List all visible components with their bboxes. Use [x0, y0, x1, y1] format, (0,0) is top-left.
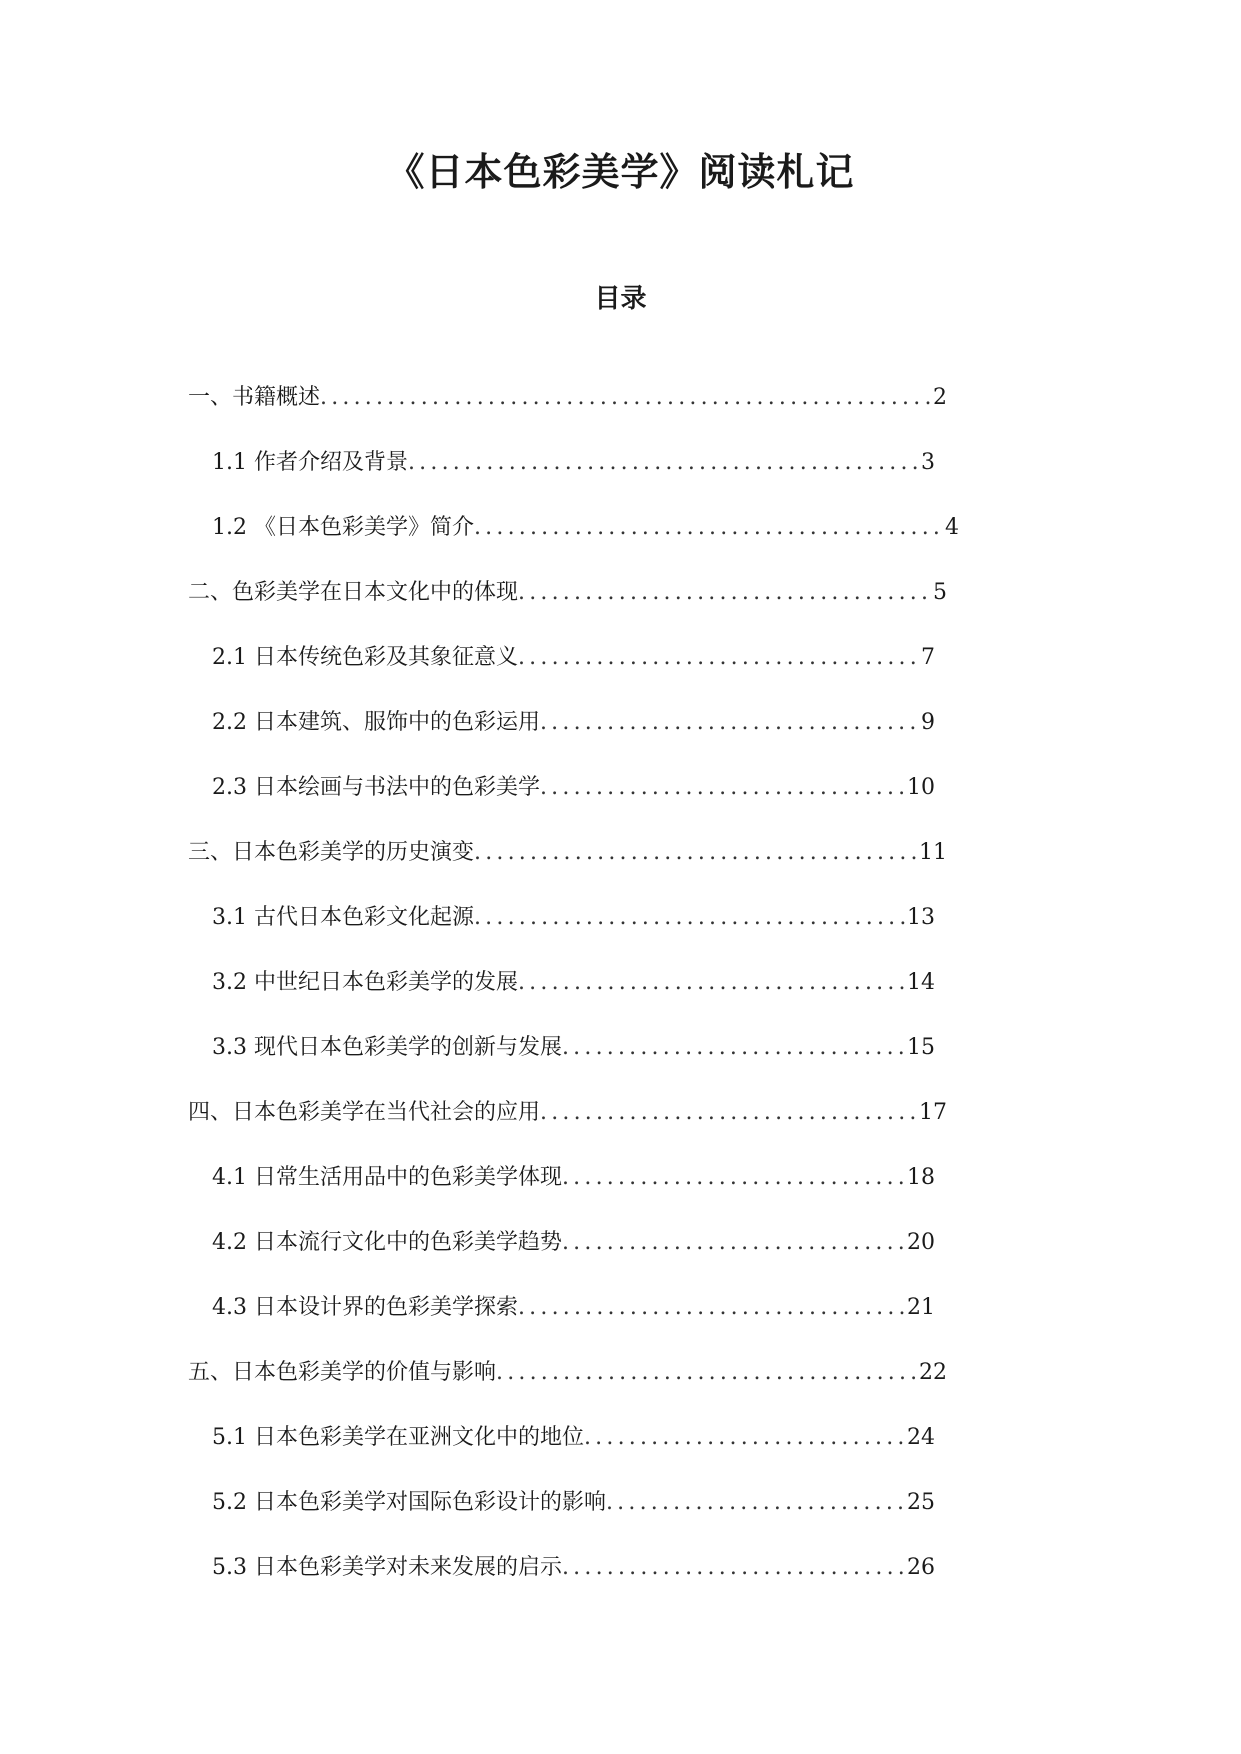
toc-entry-label: 5.1 日本色彩美学在亚洲文化中的地位 — [212, 1425, 584, 1450]
toc-entry[interactable] — [212, 1163, 935, 1228]
toc-entry-label: 3.3 现代日本色彩美学的创新与发展 — [212, 1035, 562, 1060]
toc-entry[interactable] — [212, 903, 935, 968]
toc-entry-label: 四、日本色彩美学在当代社会的应用 — [188, 1100, 541, 1125]
toc-entry-page: 17 — [919, 1100, 947, 1125]
toc-entry[interactable] — [212, 1488, 935, 1553]
toc-entry-page: 7 — [921, 645, 935, 670]
toc-entry[interactable] — [212, 1033, 935, 1098]
toc-entry-page: 3 — [921, 450, 935, 475]
toc-dot-leader — [606, 1488, 905, 1518]
toc-dot-leader — [562, 1553, 905, 1583]
toc-dot-leader — [562, 1163, 905, 1193]
toc-entry-page: 22 — [919, 1360, 947, 1385]
toc-entry-page: 4 — [945, 515, 959, 540]
toc-entry-label: 3.2 中世纪日本色彩美学的发展 — [212, 970, 518, 995]
toc-entry-page: 9 — [921, 710, 935, 735]
toc-dot-leader — [540, 773, 905, 803]
toc-dot-leader — [562, 1228, 905, 1258]
toc-entry-page: 24 — [907, 1425, 935, 1450]
toc-entry-label: 3.1 古代日本色彩文化起源 — [212, 905, 474, 930]
toc-dot-leader — [584, 1423, 905, 1453]
toc-entry[interactable] — [212, 513, 959, 578]
toc-entry[interactable] — [212, 1423, 935, 1488]
toc-entry-page: 20 — [907, 1230, 935, 1255]
toc-entry[interactable] — [212, 968, 935, 1033]
toc-dot-leader — [474, 513, 943, 543]
toc-entry-page: 26 — [907, 1555, 935, 1580]
toc-entry-page: 15 — [907, 1035, 935, 1060]
toc-entry[interactable] — [188, 578, 947, 643]
toc-entry[interactable] — [188, 1358, 947, 1423]
toc-entry[interactable] — [212, 1293, 935, 1358]
toc-entry-label: 4.3 日本设计界的色彩美学探索 — [212, 1295, 518, 1320]
toc-entry[interactable] — [188, 838, 947, 903]
toc-entry-page: 5 — [933, 580, 947, 605]
toc-entry-page: 13 — [907, 905, 935, 930]
toc-dot-leader — [540, 1098, 917, 1128]
toc-entry-page: 10 — [907, 775, 935, 800]
toc-entry-page: 18 — [907, 1165, 935, 1190]
toc-entry-label: 一、书籍概述 — [188, 385, 321, 410]
toc-dot-leader — [408, 448, 919, 478]
toc-entry-label: 五、日本色彩美学的价值与影响 — [188, 1360, 497, 1385]
toc-entry[interactable] — [188, 1098, 947, 1163]
toc-entry-page: 11 — [919, 840, 947, 865]
toc-entry[interactable] — [212, 643, 935, 708]
toc-dot-leader — [518, 643, 919, 673]
toc-entry-label: 二、色彩美学在日本文化中的体现 — [188, 580, 519, 605]
toc-entry-page: 2 — [933, 385, 947, 410]
toc-entry-label: 1.1 作者介绍及背景 — [212, 450, 408, 475]
toc-entry[interactable] — [212, 448, 935, 513]
toc-dot-leader — [518, 1293, 905, 1323]
toc-dot-leader — [496, 1358, 917, 1388]
toc-entry-label: 2.1 日本传统色彩及其象征意义 — [212, 645, 518, 670]
toc-entry-label: 5.3 日本色彩美学对未来发展的启示 — [212, 1555, 562, 1580]
toc-entry-page: 14 — [907, 970, 935, 995]
toc-entry[interactable] — [188, 383, 947, 448]
toc-entry-label: 5.2 日本色彩美学对国际色彩设计的影响 — [212, 1490, 606, 1515]
toc-entry-label: 4.1 日常生活用品中的色彩美学体现 — [212, 1165, 562, 1190]
toc-dot-leader — [540, 708, 919, 738]
toc-entry-label: 2.2 日本建筑、服饰中的色彩运用 — [212, 710, 540, 735]
toc-entry-label: 4.2 日本流行文化中的色彩美学趋势 — [212, 1230, 562, 1255]
toc-entry-label: 2.3 日本绘画与书法中的色彩美学 — [212, 775, 540, 800]
toc-dot-leader — [474, 838, 917, 868]
toc-entry[interactable] — [212, 1228, 935, 1293]
toc-entry-page: 25 — [907, 1490, 935, 1515]
toc-entry-page: 21 — [907, 1295, 935, 1320]
toc-entry[interactable] — [212, 773, 935, 838]
table-of-contents — [0, 383, 1241, 1618]
document-title: 《日本色彩美学》阅读札记 — [386, 150, 855, 194]
toc-dot-leader — [518, 968, 905, 998]
toc-entry-label: 三、日本色彩美学的历史演变 — [188, 840, 475, 865]
toc-entry-label: 1.2 《日本色彩美学》简介 — [212, 515, 474, 540]
toc-dot-leader — [518, 578, 931, 608]
toc-dot-leader — [474, 903, 905, 933]
toc-dot-leader — [320, 383, 931, 413]
toc-dot-leader — [562, 1033, 905, 1063]
toc-entry[interactable] — [212, 708, 935, 773]
toc-heading: 目录 — [594, 284, 647, 314]
toc-entry[interactable] — [212, 1553, 935, 1618]
